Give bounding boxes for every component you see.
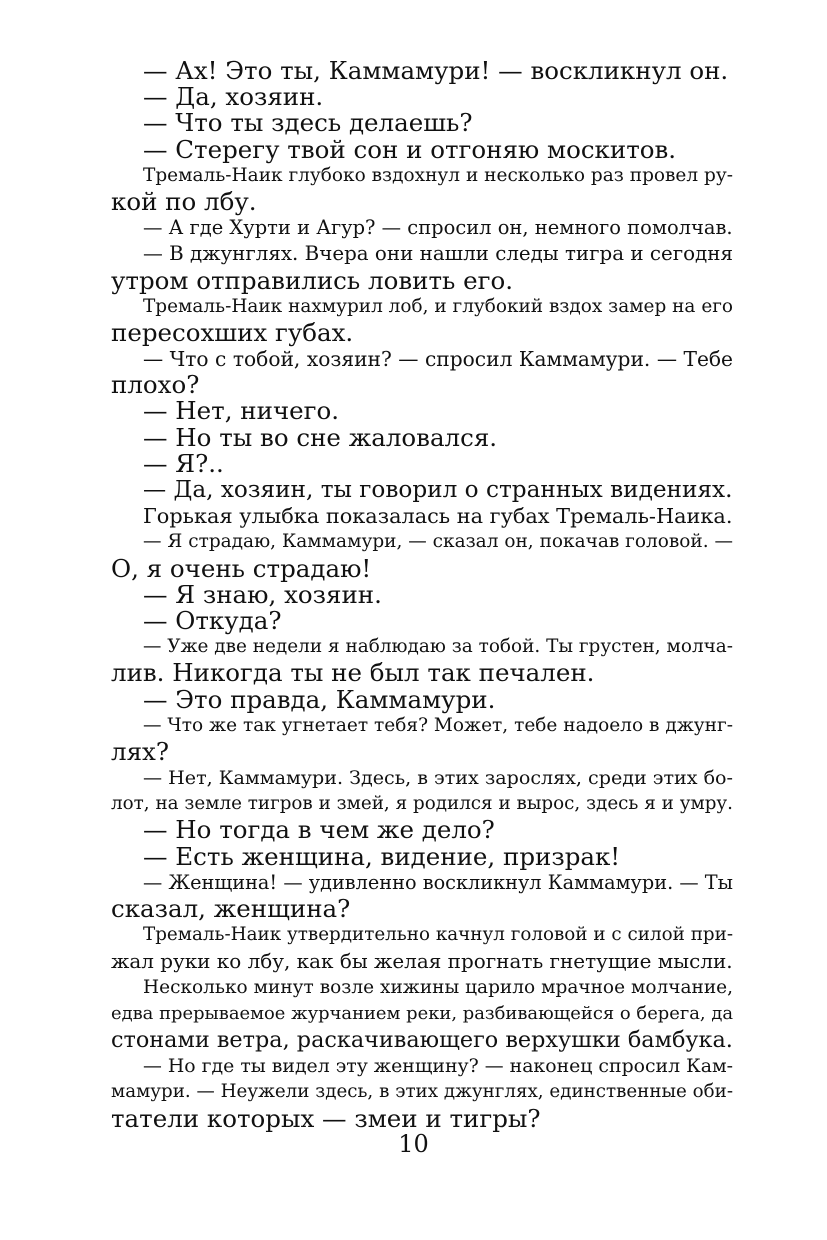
text-line: — Я страдаю, Каммамури, — сказал он, покачав головой. — [143,531,733,553]
text-line: лив. Никогда ты не был так печален. [111,658,595,688]
text-line: лот, на земле тигров и змей, я родился и вырос, здесь я и умру. [111,793,733,815]
text-line: Горькая улыбка показалась на губах Тремаль-Наика. [143,504,733,529]
text-line: лях? [111,736,169,766]
text-line: сказал, женщина? [111,894,351,923]
text-line: — Ах! Это ты, Каммамури! — воскликнул он. [143,56,729,85]
text-line: — Стерегу твой сон и отгоняю москитов. [143,134,677,164]
text-line: мамури. — Неужели здесь, в этих джунглях, единственные оби- [111,1081,733,1103]
text-line: — Но ты во сне жаловался. [143,422,498,452]
text-line: — Уже две недели я наблюдаю за тобой. Ты грустен, молча- [143,636,733,658]
text-line: едва прерываемое журчанием реки, разбивающейся о берега, да [111,1002,733,1024]
text-line: Тремаль-Наик нахмурил лоб, и глубокий вздох замер на его [143,295,733,317]
text-line: пересохших губах. [111,317,354,347]
book-page-text [111,58,733,1132]
text-line: О, я очень страдаю! [111,553,372,583]
text-line: — Я?.. [143,448,224,478]
text-line: — Откуда? [143,605,282,635]
text-line: Несколько минут возле хижины царило мрачное молчание, [143,976,733,998]
page-number: 10 [398,1130,429,1158]
text-line: жал руки ко лбу, как бы желая прогнать гнетущие мысли. [111,949,733,974]
text-line: — Что ты здесь делаешь? [143,108,473,138]
text-line: — Да, хозяин. [143,82,324,112]
text-line: — Женщина! — удивленно воскликнул Каммамури. — Ты [143,870,733,894]
text-line: татели которых — змеи и тигры? [111,1103,541,1133]
text-line: Тремаль-Наик глубоко вздохнул и несколько раз провел ру- [143,164,733,186]
text-line: Тремаль-Наик утвердительно качнул головой и с силой при- [143,924,733,946]
text-line: — А где Хурти и Агур? — спросил он, немного помолчав. [143,216,733,240]
text-line: — Нет, ничего. [143,396,340,426]
text-line: кой по лбу. [111,186,257,216]
text-line: — В джунглях. Вчера они нашли следы тигра и сегодня [143,242,733,266]
text-line: — Что с тобой, хозяин? — спросил Каммамури. — Тебе [143,347,733,372]
text-line: — Нет, Каммамури. Здесь, в этих зарослях, среди этих бо- [143,767,733,790]
text-line: — Но где ты видел эту женщину? — наконец спросил Кам- [143,1055,733,1078]
text-line: плохо? [111,370,200,400]
text-line: — Это правда, Каммамури. [143,684,496,714]
text-line: — Да, хозяин, ты говорил о странных видениях. [143,476,733,503]
text-line: — Но тогда в чем же дело? [143,815,495,845]
text-line: — Что же так угнетает тебя? Может, тебе надоело в джунг- [143,714,733,736]
text-line: стонами ветра, раскачивающего верхушки бамбука. [111,1026,733,1053]
text-line: — Я знаю, хозяин. [143,579,382,609]
text-line: — Есть женщина, видение, призрак! [143,841,621,871]
text-line: утром отправились ловить его. [111,265,514,295]
